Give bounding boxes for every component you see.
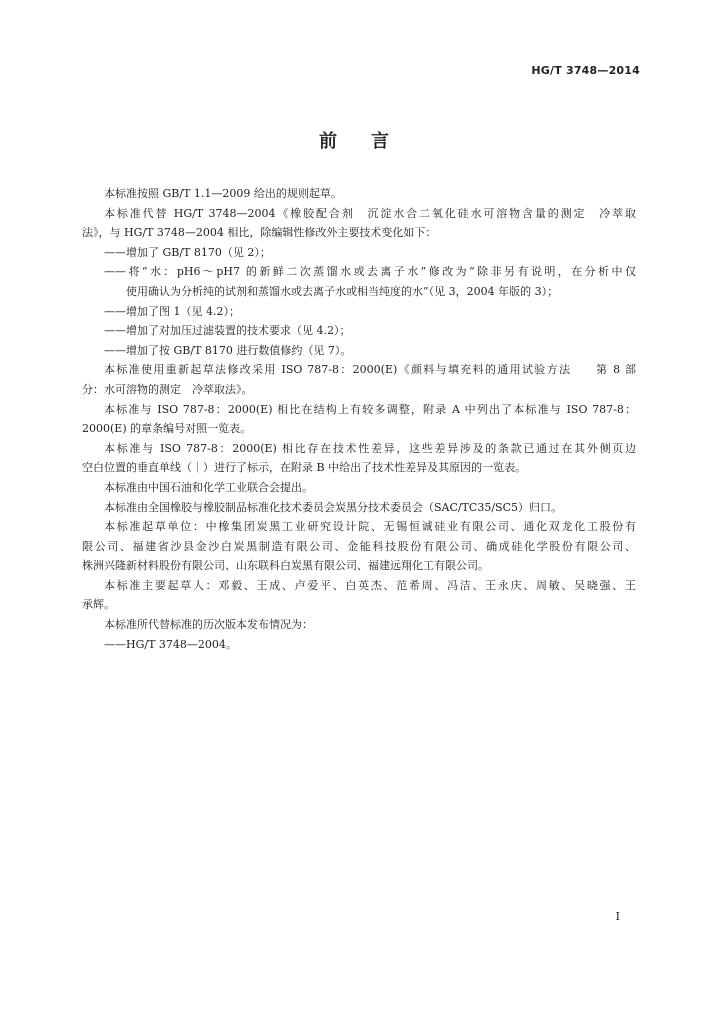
standard-code: HG/T 3748—2014 (531, 64, 640, 77)
title-char-2: 言 (371, 131, 389, 152)
text-line: 株洲兴隆新材料股份有限公司、山东联科白炭黑有限公司、福建远翔化工有限公司。 (82, 559, 489, 573)
text-line: 本标准使用重新起草法修改采用 ISO 787-8：2000(E)《颜料与填充料的通用试验方法 第 8 部 (104, 363, 636, 377)
text-line: 法》，与 HG/T 3748—2004 相比，除编辑性修改外主要技术变化如下： (82, 226, 437, 240)
text-line: 承辉。 (82, 598, 115, 612)
list-item: ——增加了对加压过滤装置的技术要求（见 4.2）； (104, 324, 351, 338)
list-item: ——增加了图 1（见 4.2）； (104, 304, 240, 318)
list-item: ——HG/T 3748—2004。 (104, 637, 237, 651)
page-number: I (615, 910, 620, 923)
list-item: ——增加了 GB/T 8170（见 2）； (104, 245, 271, 259)
text-line: 本标准主要起草人：邓毅、王成、卢爱平、白英杰、范希周、冯洁、王永庆、周敏、吴晓强、王 (104, 578, 636, 592)
text-line: 限公司、福建省沙县金沙白炭黑制造有限公司、金能科技股份有限公司、确成硅化学股份有限公司、 (82, 539, 636, 553)
text-line: 分：水可溶物的测定 冷萃取法》。 (82, 382, 253, 396)
text-line: 本标准代替 HG/T 3748—2004《橡胶配合剂 沉淀水合二氧化硅水可溶物含量的测定 冷萃取 (104, 206, 636, 220)
text-line: 空白位置的垂直单线（｜）进行了标示，在附录 B 中给出了技术性差异及其原因的一览表。 (82, 461, 527, 475)
title-char-1: 前 (319, 131, 337, 152)
text-line: 本标准与 ISO 787-8：2000(E) 相比存在技术性差异，这些差异涉及的条款已通过在其外侧页边 (104, 441, 636, 455)
page-title (0, 127, 708, 153)
list-item: ——增加了按 GB/T 8170 进行数值修约（见 7）。 (104, 343, 352, 357)
text-line: 本标准起草单位：中橡集团炭黑工业研究设计院、无锡恒诚硅业有限公司、通化双龙化工股份有 (104, 520, 636, 534)
text-line: 本标准按照 GB/T 1.1—2009 给出的规则起草。 (104, 187, 342, 200)
text-line: 本标准由全国橡胶与橡胶制品标准化技术委员会炭黑分技术委员会（SAC/TC35/SC5）归口。 (104, 500, 563, 514)
text-line: 使用确认为分析纯的试剂和蒸馏水或去离子水或相当纯度的水”（见 3，2004 年版的 3）； (126, 284, 559, 298)
text-line: 2000(E) 的章条编号对照一览表。 (82, 422, 252, 436)
list-item: ——将“水：pH6～pH7 的新鲜二次蒸馏水或去离子水”修改为“除非另有说明，在分析中仅 (104, 265, 636, 279)
foreword-body (82, 184, 636, 654)
text-line: 本标准由中国石油和化学工业联合会提出。 (104, 480, 313, 494)
text-line: 本标准所代替标准的历次版本发布情况为： (104, 618, 313, 632)
text-line: 本标准与 ISO 787-8：2000(E) 相比在结构上有较多调整，附录 A 中列出了本标准与 ISO 787-8： (104, 402, 636, 416)
